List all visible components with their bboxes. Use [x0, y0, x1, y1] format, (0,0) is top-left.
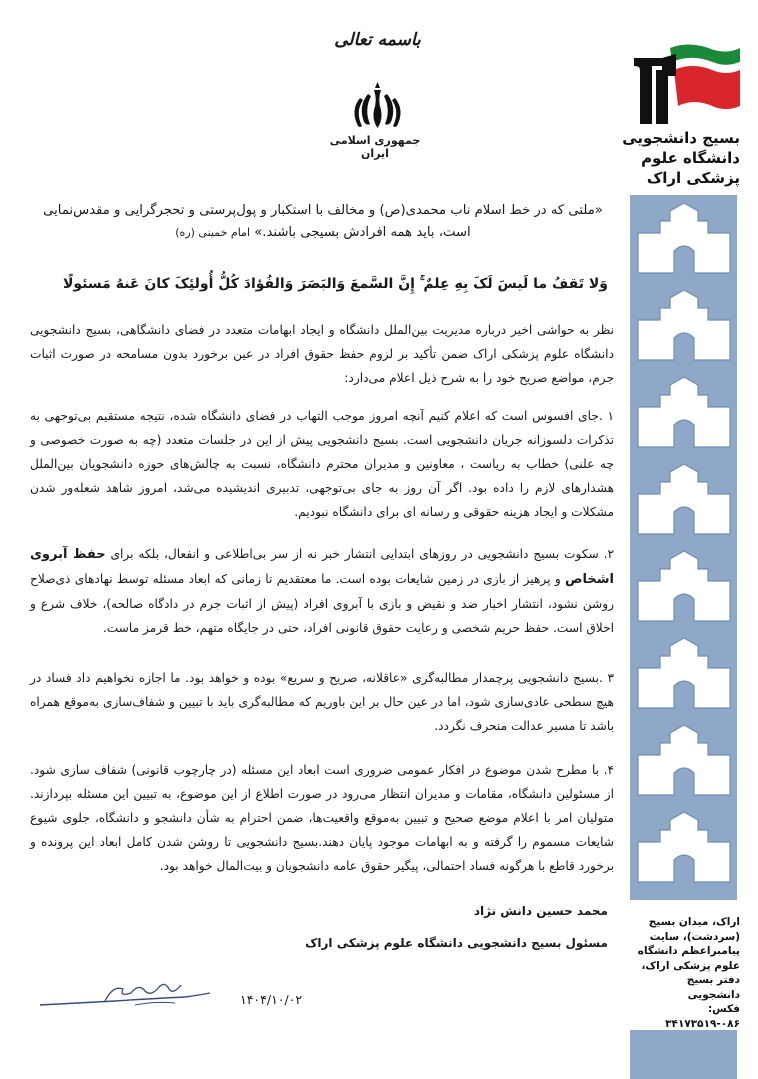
org-name-line1: بسیج دانشجویی	[622, 129, 740, 147]
item-2-bold-text: حفظ آبروی اشخاص	[30, 547, 614, 587]
item-4-paragraph: ۴. با مطرح شدن موضوع در افکار عمومی ضروری است ابعاد این مسئله (در چارچوب قانونی) شفاف سازی شود. از مسئولین دانشگاه، مقامات و مدیران انتظار می‌رود در صورت اطلاع از این موضوع، به تبیین این مسئله بپردازند. متولیان امر با اعلام موضع صحیح و تبیین به‌موقع واقعیت‌ها، ضمن احترام به شأن دانشجو و دانشگاه، جلوی شیوع شایعات مسموم را گرفته و به ابهامات موجود پایان دهند.بسیج دانشجویی تا روشن شدن کامل ابعاد این پرونده و برخورد قاطع با هرگونه فساد احتمالی، پیگیر حقوق عامه دانشجویان و بیت‌المال خواهد بود.	[30, 763, 614, 873]
signer-name: محمد حسین دانش نژاد	[473, 904, 608, 918]
quran-verse: وَلا تَقفُ ما لَیسَ لَکَ بِهِ عِلمٌ ۚ إِنَّ السَّمعَ وَالبَصَرَ وَالفُؤادَ کُلُّ أُولئِکَ کانَ عَنهُ مَسئولًا	[63, 276, 608, 292]
contact-line: اراک، میدان بسیج	[648, 916, 740, 928]
contact-line: علوم پزشکی اراک،	[641, 959, 740, 972]
contact-line: پیامبراعظم دانشگاه	[637, 945, 740, 957]
sidebar-bottom-strip	[630, 1030, 737, 1079]
quote-text: «ملتی که در خط اسلام ناب محمدی(ص) و مخالف با استکبار و پول‌پرستی و تحجرگرایی و مقدس‌نمایی است، باید همه افرادش بسیجی باشند.»	[43, 203, 603, 240]
house-pattern	[630, 195, 737, 900]
item-2-text-after: و پرهیز از بازی در زمین شایعات بوده است. ما معتقدیم تا زمانی که ابعاد مسئله توسط نهادهای ذی‌صلاح روشن نشود، انتشار اخبار ضد و نقیض و بازی با آبروی افراد (پیش از اثبات جرم در دادگاه صالحه)، خلاف شرع و اخلاق است. حفظ حریم شخصی و رعایت حقوق قانونی افراد، حتی در جایگاه متهم، خط قرمز ماست.	[30, 572, 614, 635]
sidebar-decorative-strip	[630, 195, 737, 900]
contact-line: (سردشت)، سایت	[649, 930, 740, 943]
iran-emblem-icon	[350, 80, 405, 132]
handwritten-signature	[35, 975, 215, 1015]
item-1-paragraph: ۱ .جای افسوس است که اعلام کنیم آنچه امروز موجب التهاب در فضای دانشگاه شده، نتیجه مستقیم بی‌توجهی به تذکرات دلسوزانه جریان دانشجویی است. بسیج دانشجویی پیش از این در جلسات متعدد (چه به صورت خصوصی و چه علنی) خطاب به ریاست ، معاونین و مدیران محترم دانشگاه، نسبت به چالش‌های حوزه دانشجویان بین‌الملل هشدارهای لازم را داده بود. اگر آن روز به جای بی‌توجهی، تدبیری اندیشیده می‌شد، امروز شاهد شعله‌ور شدن مشکلات و ایجاد هزینه حقوقی و رسانه ای برای دانشگاه نبودیم.	[30, 409, 614, 519]
item-3-paragraph: ۳ .بسیج دانشجویی پرچمدار مطالبه‌گری «عاقلانه، صریح و سریع» بوده و خواهد بود. ما اجازه نخواهیم داد فساد در هیچ سطحی عادی‌سازی شود، اما در عین حال بر این باوریم که مطالبه‌گری باید با تبیین و شفاف‌سازی به‌موقع همراه باشد تا مسیر عدالت منحرف نگردد.	[30, 671, 614, 733]
item-2-paragraph	[30, 542, 614, 640]
org-name-line2: دانشگاه علوم	[641, 149, 740, 167]
intro-paragraph: نظر به حواشی اخیر درباره مدیریت بین‌الملل دانشگاه و ایجاد ابهامات متعدد در فضای دانشگاهی، بسیج دانشجویی دانشگاه علوم پزشکی اراک ضمن تأکید بر لزوم حفظ حقوق افراد در عین برخورد بدون مسامحه در صورت اثبات جرم، مواضع صریح خود را به شرح ذیل اعلام می‌دارد:	[30, 323, 614, 385]
imam-quote	[32, 200, 614, 244]
quote-attribution: امام خمینی (ره)	[175, 226, 250, 239]
besm-calligraphy: باسمه تعالی	[334, 30, 421, 50]
contact-info	[632, 915, 740, 1031]
letter-date: ۱۴۰۴/۱۰/۰۲	[240, 992, 303, 1007]
country-name: جمهوری اسلامی ایران	[329, 134, 421, 160]
org-name-line3: پزشکی اراک	[646, 169, 740, 187]
organization-name	[620, 128, 740, 188]
signer-title: مسئول بسیج دانشجویی دانشگاه علوم پزشکی اراک	[305, 936, 608, 950]
item-2-text-before: ۲. سکوت بسیج دانشجویی در روزهای ابتدایی انتشار خبر نه از سر بی‌اطلاعی و انفعال، بلکه برای	[105, 547, 615, 561]
contact-line: دفتر بسیج دانشجویی	[686, 974, 740, 1001]
basij-logo-icon	[632, 40, 742, 125]
contact-line: فکس: ۰۸۶-۳۴۱۷۳۵۱۹	[665, 1003, 740, 1030]
